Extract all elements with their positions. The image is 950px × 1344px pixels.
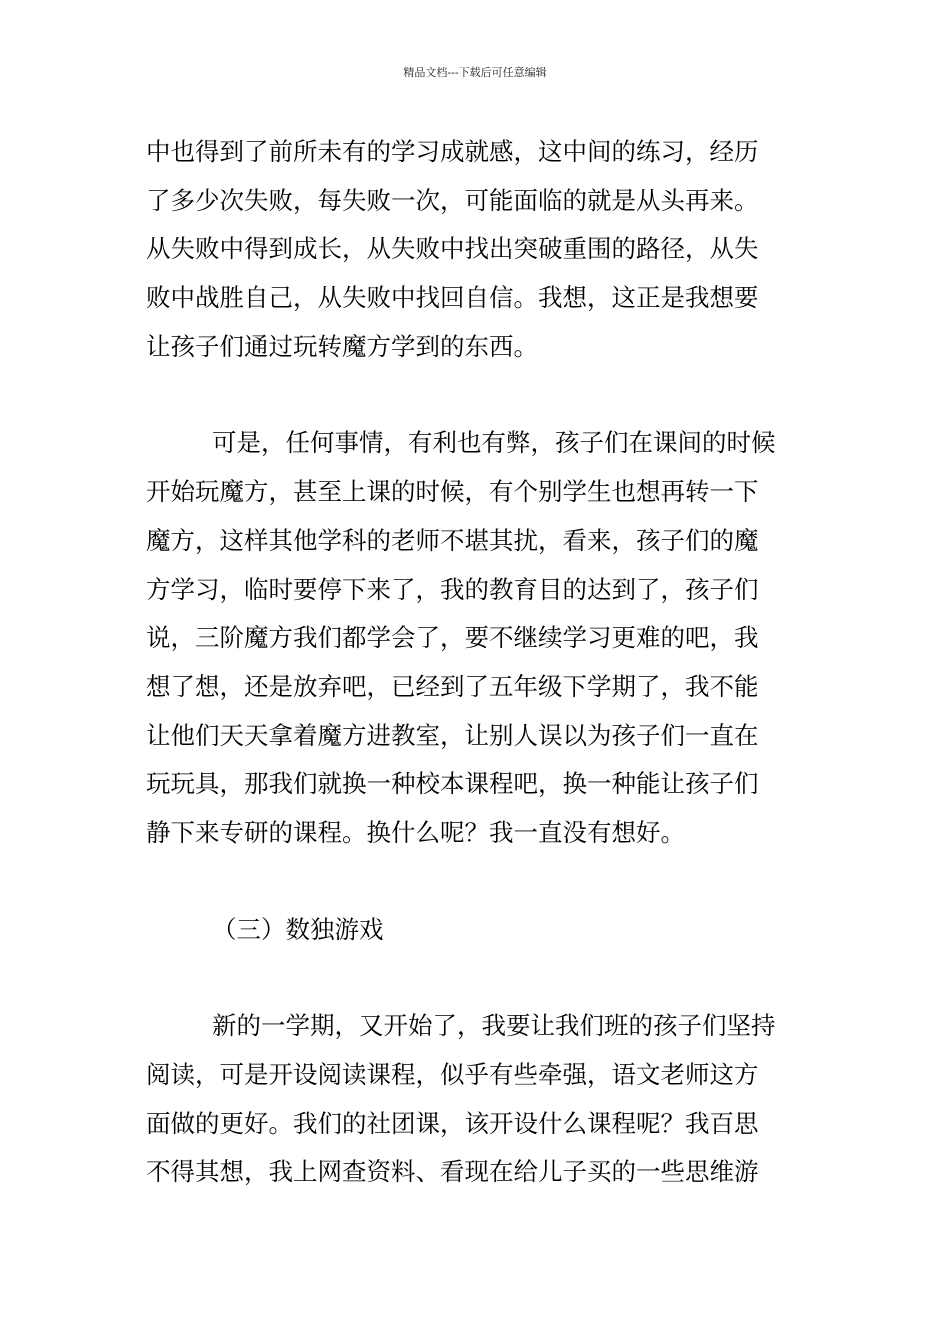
text-line: 方学习，临时要停下来了，我的教育目的达到了，孩子们 bbox=[146, 574, 759, 604]
paragraph-1 bbox=[146, 128, 808, 371]
text-line: 了多少次失败，每失败一次，可能面临的就是从头再来。 bbox=[146, 185, 759, 215]
section-heading: （三）数独游戏 bbox=[212, 914, 384, 944]
text-line: 新的一学期，又开始了，我要让我们班的孩子们坚持 bbox=[212, 1011, 776, 1041]
text-line: 魔方，这样其他学科的老师不堪其扰，看来，孩子们的魔 bbox=[146, 525, 759, 555]
text-line: 从失败中得到成长，从失败中找出突破重围的路径，从失 bbox=[146, 234, 759, 264]
text-line: 想了想，还是放弃吧，已经到了五年级下学期了，我不能 bbox=[146, 671, 759, 701]
text-line: 静下来专研的课程。换什么呢？我一直没有想好。 bbox=[146, 817, 685, 847]
text-line: 阅读，可是开设阅读课程，似乎有些牵强，语文老师这方 bbox=[146, 1060, 759, 1090]
paragraph-2 bbox=[146, 419, 808, 857]
text-line: 中也得到了前所未有的学习成就感，这中间的练习，经历 bbox=[146, 137, 759, 166]
text-line: 开始玩魔方，甚至上课的时候，有个别学生也想再转一下 bbox=[146, 477, 759, 507]
paragraph-spacer bbox=[146, 858, 808, 906]
text-line: 不得其想，我上网查资料、看现在给儿子买的一些思维游 bbox=[146, 1157, 759, 1187]
document-body bbox=[146, 128, 808, 1197]
text-line: 败中战胜自己，从失败中找回自信。我想，这正是我想要 bbox=[146, 283, 759, 313]
text-line: 可是，任何事情，有利也有弊，孩子们在课间的时候 bbox=[212, 428, 776, 458]
text-line: 说，三阶魔方我们都学会了，要不继续学习更难的吧，我 bbox=[146, 623, 759, 653]
text-line: 让孩子们通过玩转魔方学到的东西。 bbox=[146, 331, 538, 361]
text-line: 让他们天天拿着魔方进教室，让别人误以为孩子们一直在 bbox=[146, 720, 759, 750]
page-header: 精品文档---下载后可任意编辑 bbox=[403, 66, 547, 79]
text-line: 玩玩具，那我们就换一种校本课程吧，换一种能让孩子们 bbox=[146, 769, 759, 799]
text-line: 面做的更好。我们的社团课，该开设什么课程呢？我百思 bbox=[146, 1108, 759, 1138]
paragraph-3 bbox=[146, 1002, 808, 1197]
paragraph-spacer bbox=[146, 371, 808, 419]
paragraph-spacer bbox=[146, 954, 808, 1002]
